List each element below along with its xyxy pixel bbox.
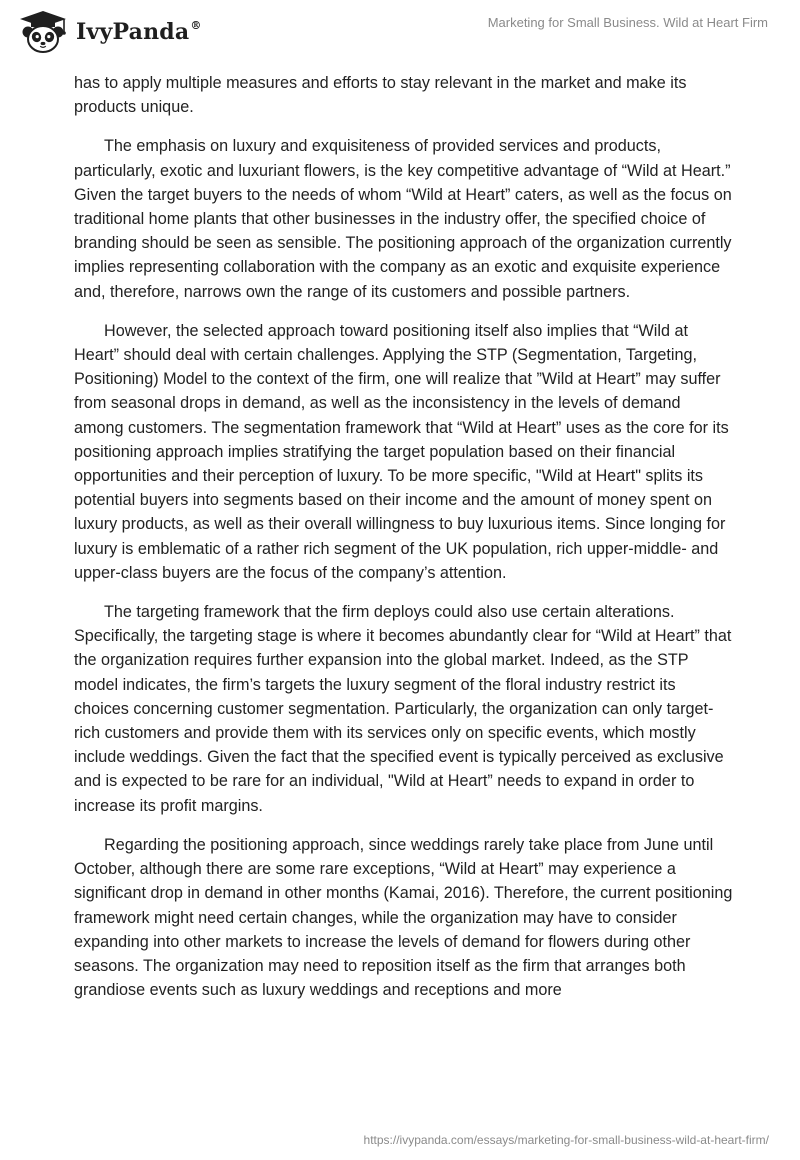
registered-mark: ® [190, 18, 202, 32]
source-url[interactable]: https://ivypanda.com/essays/marketing-for-small-business-wild-at-heart-firm/ [363, 1133, 769, 1147]
essay-body [74, 71, 734, 1017]
paragraph: The emphasis on luxury and exquisiteness of provided services and products, particularly, exotic and luxuriant flowers, is the key competitive advantage of “Wild at Heart.” Given the target buyers to the needs of whom “Wild at Heart” caters, as well as the focus on traditional home plants that other businesses in the industry offer, the specified choice of branding should be seen as sensible. The positioning approach of the organization currently implies representing collaboration with the company as an exotic and exquisite experience and, therefore, narrows own the range of its customers and possible partners. [74, 137, 732, 301]
panda-graduate-icon [14, 10, 72, 54]
paragraph: has to apply multiple measures and efforts to stay relevant in the market and make its products unique. [74, 74, 687, 117]
document-title: Marketing for Small Business. Wild at Heart Firm [487, 15, 768, 30]
paragraph: However, the selected approach toward positioning itself also implies that “Wild at Heart” should deal with certain challenges. Applying the STP (Segmentation, Targeting, Positioning) Model to the context of the firm, one will realize that ”Wild at Heart” may suffer from seasonal drops in demand, as well as the inconsistency in the levels of demand among customers. The segmentation framework that “Wild at Heart” uses as the core for its positioning approach implies stratifying the target population based on their financial opportunities and their perception of luxury. To be more specific, "Wild at Heart" splits its potential buyers into segments based on their income and the amount of money spent on luxury products, as well as their overall willingness to buy luxurious items. Since longing for luxury is emblematic of a rather rich segment of the UK population, rich upper-middle- and upper-class buyers are the focus of the company’s attention. [74, 321, 729, 582]
brand-name: IvyPanda® [76, 18, 202, 45]
paragraph: Regarding the positioning approach, since weddings rarely take place from June until October, although there are some rare exceptions, “Wild at Heart” may experience a significant drop in demand in other months (Kamai, 2016). Therefore, the current positioning framework might need certain changes, while the organization may have to consider expanding into other markets to increase the levels of demand for flowers during other seasons. The organization may need to reposition itself as the firm that arranges both grandiose events such as luxury weddings and receptions and more [74, 835, 733, 1000]
paragraph: The targeting framework that the firm deploys could also use certain alterations. Specifically, the targeting stage is where it becomes abundantly clear for “Wild at Heart” that the organization requires further expansion into the global market. Indeed, as the STP model indicates, the firm’s targets the luxury segment of the floral industry restrict its choices concerning customer segmentation. Particularly, the organization can only target-rich customers and provide them with its services only on specific events, which mostly include weddings. Given the fact that the specified event is typically perceived as exclusive and is expected to be rare for an individual, "Wild at Heart” needs to expand in order to increase its profit margins. [74, 603, 732, 815]
page-header [0, 0, 800, 60]
ivypanda-logo[interactable] [14, 10, 202, 54]
